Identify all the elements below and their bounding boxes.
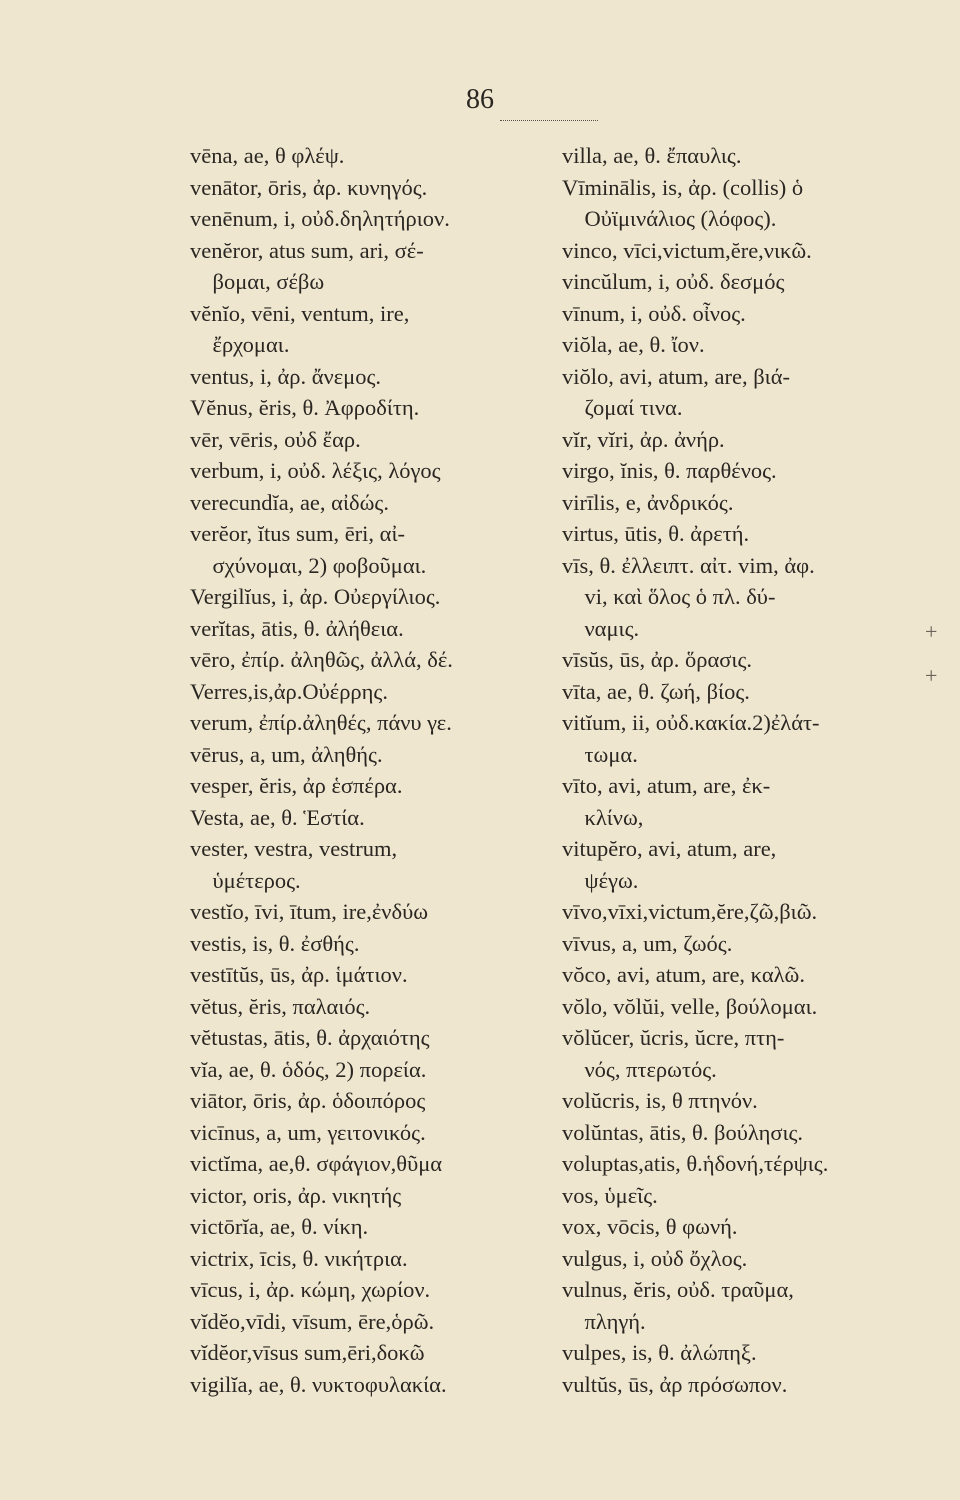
dictionary-entry-line: vitupĕro, avi, atum, are, (562, 836, 777, 861)
dictionary-entry-line: victrix, īcis, θ. νικήτρια. (190, 1245, 408, 1271)
page-number: 86 (466, 84, 494, 115)
dictionary-entry-line: victĭma, ae,θ. σφάγιον,θῦμα (190, 1151, 443, 1176)
dictionary-entry-line: ἔρχομαι. (190, 332, 290, 357)
dictionary-entry-line: verum, ἐπίρ.ἀληθές, πάνυ γε. (190, 710, 452, 735)
dictionary-entry-line: ventus, i, ἀρ. ἄνεμος. (190, 363, 382, 389)
dictionary-entry-line: vīto, avi, atum, are, ἐκ- (562, 773, 771, 798)
dictionary-entry-line: vĕtustas, ātis, θ. ἀρχαιότης (190, 1025, 430, 1050)
dictionary-entry-line: vīnum, i, οὐδ. οἶνος. (562, 300, 746, 326)
dictionary-entry-line: vitĭum, ii, οὐδ.κακία.2)ἐλάτ- (562, 710, 820, 735)
dictionary-entry-line: σχύνομαι, 2) φοβοῦμαι. (190, 552, 427, 578)
dictionary-entry-line: vŏlo, vŏlŭi, velle, βούλομαι. (562, 993, 818, 1019)
dictionary-entry-line: vērus, a, um, ἀληθής. (190, 741, 383, 767)
dictionary-entry-line: virgo, ĭnis, θ. παρθένος. (562, 458, 777, 483)
left-column (190, 140, 570, 1400)
dictionary-entry-line: virīlis, e, ἀνδρικός. (562, 489, 734, 515)
dictionary-entry-line: villa, ae, θ. ἔπαυλις. (562, 143, 742, 168)
dictionary-entry-line: vigilĭa, ae, θ. νυκτοφυλακία. (190, 1371, 447, 1397)
dictionary-entry-line: vulpes, is, θ. ἀλώπηξ. (562, 1340, 757, 1365)
dictionary-entry-line: vestĭo, īvi, ītum, ire,ἐνδύω (190, 899, 429, 924)
dictionary-entry-line: vulgus, i, οὐδ ὄχλος. (562, 1245, 748, 1271)
dictionary-entry-line: verĭtas, ātis, θ. ἀλήθεια. (190, 615, 404, 641)
dictionary-entry-line: vĭdĕor,vīsus sum,ēri,δοκῶ (190, 1340, 425, 1365)
dictionary-entry-line: viŏlo, avi, atum, are, βιά- (562, 363, 790, 389)
dictionary-entry-line: victor, oris, ἀρ. νικητής (190, 1182, 402, 1208)
dictionary-entry-line: vi, καὶ ὅλος ὁ πλ. δύ- (562, 584, 776, 609)
dictionary-entry-line: Vīminālis, is, ἀρ. (collis) ὁ (562, 174, 804, 200)
dictionary-entry-line: Οὐϊμινάλιος (λόφος). (562, 206, 777, 231)
dictionary-entry-line: vĭr, vĭri, ἀρ. ἀνήρ. (562, 426, 725, 452)
dictionary-entry-line: vīta, ae, θ. ζωή, βίος. (562, 678, 750, 704)
dictionary-entry-line: vester, vestra, vestrum, (190, 836, 398, 861)
dictionary-entry-line: ψέγω. (562, 867, 639, 893)
dictionary-entry-line: vĭdĕo,vīdi, vīsum, ēre,ὁρῶ. (190, 1308, 435, 1334)
dictionary-entry-line: vēna, ae, θ φλέψ. (190, 143, 345, 168)
dictionary-entry-line: vincŭlum, i, οὐδ. δεσμός (562, 269, 785, 294)
dictionary-entry-line: Vĕnus, ĕris, θ. Ἀφροδίτη. (190, 395, 420, 420)
dictionary-entry-line: vŏco, avi, atum, are, καλῶ. (562, 962, 805, 987)
right-column (562, 140, 942, 1400)
dictionary-entry-line: vicīnus, a, um, γειτονικός. (190, 1119, 426, 1145)
margin-cross-marks: + + (925, 619, 938, 688)
dictionary-entry-line: venĕror, atus sum, ari, σέ- (190, 237, 424, 263)
dictionary-entry-line: venātor, ōris, ἀρ. κυνηγός. (190, 174, 428, 200)
dictionary-entry-line: Verres,is,ἀρ.Οὐέρρης. (190, 678, 388, 704)
dictionary-entry-line: verĕor, ĭtus sum, ēri, αἰ- (190, 521, 406, 546)
dictionary-entry-line: voluptas,atis, θ.ἡδονή,τέρψις. (562, 1151, 829, 1176)
dictionary-entry-line: vŏlŭcer, ŭcris, ŭcre, πτη- (562, 1025, 785, 1050)
dictionary-entry-line: κλίνω, (562, 804, 644, 830)
dictionary-entry-line: virtus, ūtis, θ. ἀρετή. (562, 521, 750, 546)
dictionary-entry-line: vinco, vīci,victum,ĕre,νικῶ. (562, 237, 812, 263)
dictionary-entry-line: Vergilĭus, i, ἀρ. Οὐεργίλιος. (190, 584, 441, 609)
dictionary-entry-line: vīcus, i, ἀρ. κώμη, χωρίον. (190, 1277, 431, 1302)
dictionary-entry-line: ζομαί τινα. (562, 395, 683, 420)
dictionary-entry-line: volŭntas, ātis, θ. βούλησις. (562, 1119, 804, 1145)
dictionary-entry-line: vultŭs, ūs, ἀρ πρόσωπον. (562, 1371, 788, 1397)
dictionary-entry-line: πληγή. (562, 1308, 646, 1334)
dictionary-entry-line: viŏla, ae, θ. ἴον. (562, 332, 705, 357)
dictionary-entry-line: νός, πτερωτός. (562, 1056, 717, 1082)
dictionary-entry-line: vīvo,vīxi,victum,ĕre,ζῶ,βιῶ. (562, 899, 818, 924)
header-rule (500, 120, 598, 121)
dictionary-entry-line: vox, vōcis, θ φωνή. (562, 1214, 738, 1239)
dictionary-entry-line: ὑμέτερος. (190, 867, 301, 893)
dictionary-entry-line: vīs, θ. ἐλλειπτ. αἰτ. vim, ἀφ. (562, 552, 815, 578)
dictionary-entry-line: victōrĭa, ae, θ. νίκη. (190, 1214, 369, 1239)
dictionary-entry-line: τωμα. (562, 741, 638, 767)
dictionary-entry-line: vesper, ĕris, ἀρ ἑσπέρα. (190, 773, 403, 798)
dictionary-entry-line: venēnum, i, οὐδ.δηλητήριον. (190, 206, 450, 231)
dictionary-entry-line: verecundĭa, ae, αἰδώς. (190, 489, 389, 515)
dictionary-entry-line: vēro, ἐπίρ. ἀληθῶς, ἀλλά, δέ. (190, 647, 453, 672)
dictionary-entry-line: verbum, i, οὐδ. λέξις, λόγος (190, 458, 441, 483)
dictionary-entry-line: viātor, ōris, ἀρ. ὁδοιπόρος (190, 1088, 426, 1113)
dictionary-entry-line: vĕtus, ĕris, παλαιός. (190, 993, 371, 1019)
dictionary-entry-line: vĭa, ae, θ. ὁδός, 2) πορεία. (190, 1056, 427, 1082)
dictionary-entry-line: vulnus, ĕris, οὐδ. τραῦμα, (562, 1277, 794, 1302)
dictionary-entry-line: vēr, vēris, οὐδ ἔαρ. (190, 426, 361, 452)
dictionary-entry-line: βομαι, σέβω (190, 269, 325, 294)
dictionary-entry-line: ναμις. (562, 615, 640, 641)
dictionary-entry-line: vĕnĭo, vēni, ventum, ire, (190, 300, 410, 326)
dictionary-entry-line: volŭcris, is, θ πτηνόν. (562, 1088, 758, 1113)
dictionary-entry-line: vos, ὑμεῖς. (562, 1182, 658, 1208)
dictionary-entry-line: vīvus, a, um, ζωός. (562, 930, 733, 956)
dictionary-entry-line: Vesta, ae, θ. Ἑστία. (190, 804, 365, 830)
dictionary-entry-line: vīsŭs, ūs, ἀρ. ὅρασις. (562, 647, 753, 672)
dictionary-entry-line: vestis, is, θ. ἐσθής. (190, 930, 360, 956)
dictionary-entry-line: vestītŭs, ūs, ἀρ. ἱμάτιον. (190, 962, 408, 987)
